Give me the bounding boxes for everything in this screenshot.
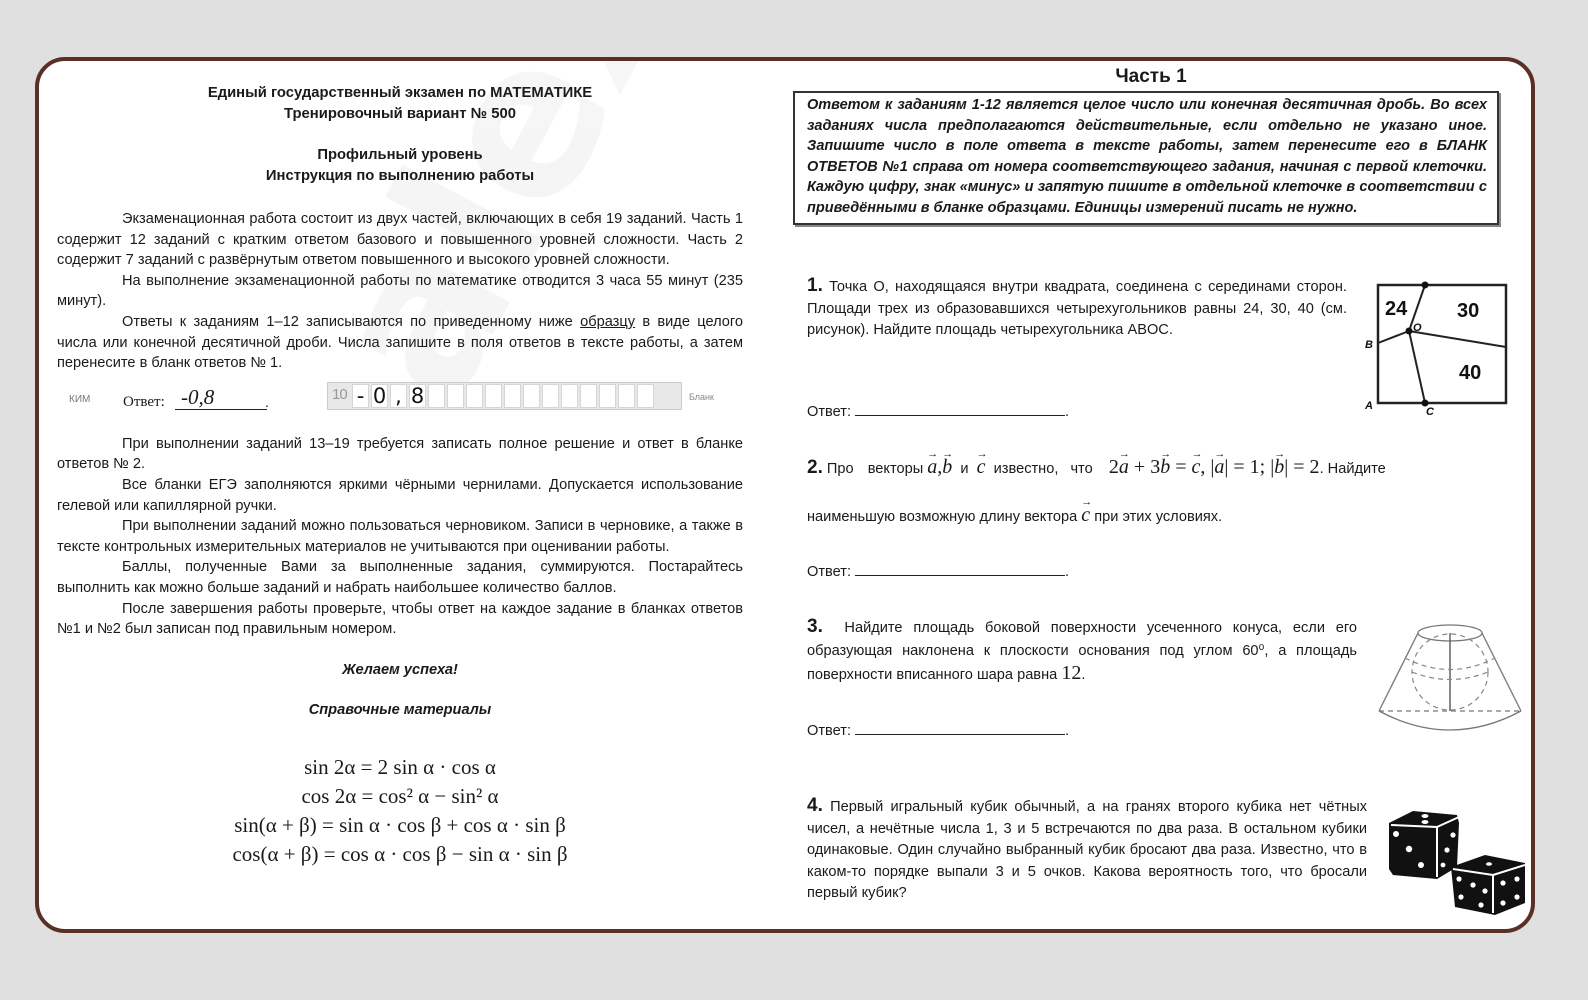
instructions-title: Инструкция по выполнению работы [265,168,535,184]
rules-paragraph: При выполнении заданий можно пользоваться черновиком. Записи в черновике, а также в тексте контрольных измерительных материалов не учитываются при оценивании работы. [57,518,743,555]
reference-formulas [57,753,743,869]
rules-paragraph: Баллы, полученные Вами за выполненные задания, суммируются. Постарайтесь выполнить как можно больше заданий и набрать наибольшее количество баллов. [57,559,743,596]
reference-title: Справочные материалы [308,702,492,719]
blank-cell [447,384,464,408]
answer-sample: КИМ Ответ: -0,8 . 10 - 0 , 8 Бланк [57,376,743,434]
blank-cell [542,384,559,408]
task-number: 1. [807,275,823,296]
blank-cell [637,384,654,408]
task-3-answer: Ответ: . [807,723,1070,739]
task-2: 2. Про векторы → a,→ b и → c известно, что 2→ a + 3→ b = → c, |→ a| = 1; |→ b| = 2. Найдите [807,457,1507,481]
task-number: 4. [807,795,823,816]
level-title: Профильный уровень [317,147,483,163]
blank-label: Бланк [689,391,714,402]
answer-field[interactable] [855,563,1065,576]
part-title: Часть 1 [1115,66,1187,87]
blank-cell: 0 [372,383,387,408]
part1-rules-box: Ответом к заданиям 1-12 является целое число или конечная десятичная дробь. Во всех заданиях числа предполагаются действительные, если отдельно не указано иное. Запишите число в поле ответа в тексте работы, затем перенесите его в БЛАНК ОТВЕТОВ №1 справа от номера соответствующего задания, начиная с первой клеточки. Каждую цифру, знак «минус» и запятую пишите в отдельной клеточке в соответствии с приведёнными в бланке образцами. Единицы измерений писать не нужно. [793,91,1499,225]
intro-paragraph: На выполнение экзаменационной работы по математике отводится 3 часа 55 минут (235 минут). [57,272,743,310]
variant-title: Тренировочный вариант № 500 [284,106,516,122]
square-figure [1359,275,1509,415]
rules-paragraph: При выполнении заданий 13–19 требуется записать полное решение и ответ в бланке ответов № 2. [57,435,743,473]
dice-icon [1385,803,1535,915]
task-4 [807,795,1367,905]
intro-paragraph: Экзаменационная работа состоит из двух частей, включающих в себя 19 заданий. Часть 1 содержит 12 заданий с кратким ответом базового и повышенного уровней сложности. Часть 2 содержит 7 заданий с развёрнутым ответом повышенного и высокого уровней сложности. [57,211,743,269]
area-label: 24 [1385,298,1408,320]
blank-cell: 8 [410,383,425,408]
exam-title: Единый государственный экзамен по МАТЕМАТИКЕ [207,85,593,101]
blank-cell [580,384,597,408]
task-text: Точка O, находящаяся внутри квадрата, соединена с серединами сторон. Площади трех из образовавшихся четырехугольников равны 24, 30, 40 (см. рисунок). Найдите площадь четырехугольника ABOC. [807,279,1347,338]
truncated-cone-figure [1377,621,1527,751]
svg-text:B: B [1365,339,1373,351]
formula-cos-sum: cos(α + β) = cos α · cos β − sin α · sin β [232,841,568,866]
task-text: Найдите площадь боковой поверхности усеченного конуса, если его образующая наклонена к плоскости основания под углом 60⁰, а площадь поверхности вписанного шара равна [807,620,1357,683]
task-number: 3. [807,616,823,637]
task-2-line2: наименьшую возможную длину вектора → c при этих условиях. [807,505,1507,529]
blank-task-id: 10 [332,386,347,404]
formula-sin2a: sin 2α = 2 sin α · cos α [304,754,496,779]
blank-cell [618,384,635,408]
sample-link[interactable]: образцу [580,313,636,330]
good-luck-text: Желаем успеха! [342,661,458,678]
svg-text:A: A [1365,400,1373,412]
left-page [57,83,743,869]
area-label: 30 [1457,300,1480,322]
blank-cell [561,384,578,408]
task-2-answer: Ответ: . [807,564,1070,580]
answer-field[interactable] [855,722,1065,735]
svg-text:C: C [1426,406,1434,415]
formula-cos2a: cos 2α = cos² α − sin² α [301,783,499,808]
formula-sin-sum: sin(α + β) = sin α · cos β + cos α · sin β [234,812,566,837]
task-number: 2. [807,457,823,478]
right-page [793,61,1509,901]
vector-formula: 2→ a + 3→ b = → c, |→ a| = 1; |→ b| = 2 [1109,456,1320,478]
document-frame [35,57,1535,933]
area-label: 40 [1459,362,1482,384]
sample-paragraph: Ответы к заданиям 1–12 записываются по приведенному ниже образцу в виде целого числа или конечной десятичной дроби. Числа запишите в поля ответов в тексте работы, а затем перенесите в бланк ответов № 1. [57,313,743,372]
blank-cell [504,384,521,408]
blank-cell [485,384,502,408]
answer-field[interactable] [855,403,1065,416]
task-1-answer: Ответ: . [807,404,1070,420]
rules-paragraph: Все бланки ЕГЭ заполняются яркими чёрными чернилами. Допускается использование гелевой или капиллярной ручки. [57,476,743,514]
svg-text:O: O [1413,322,1422,334]
blank-cell: , [390,384,407,408]
blank-cell [599,384,616,408]
task-text: Первый игральный кубик обычный, а на гранях второго кубика нет чётных чисел, а нечётные числа 1, 3 и 5 встречаются по два раза. В остальном кубики одинаковые. Один случайно выбранный кубик бросают два раза. Известно, что в каком-то порядке выпали 3 и 5 очков. Какова вероятность того, что бросали первый кубик? [807,799,1367,901]
blank-cell: - [352,384,369,408]
rules-paragraph: После завершения работы проверьте, чтобы ответ на каждое задание в бланках ответов №1 и №2 был записан под правильным номером. [57,600,743,638]
task-1 [807,275,1347,342]
sample-answer-label: Ответ: [123,393,165,410]
task-3: 3. Найдите площадь боковой поверхности усеченного конуса, если его образующая наклонена к плоскости основания под углом 60⁰, а площадь поверхности вписанного шара равна 12. [807,616,1357,684]
blank-cell [466,384,483,408]
blank-cell [428,384,445,408]
kim-label: КИМ [69,393,91,405]
sample-answer-value: -0,8 [175,385,267,410]
blank-cell [523,384,540,408]
answer-blank-sample [327,382,682,410]
